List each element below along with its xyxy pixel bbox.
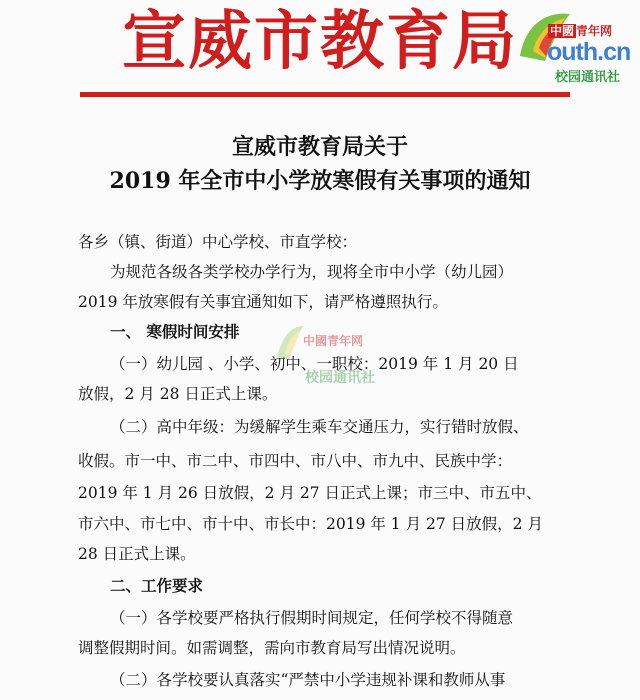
intro-line-1: 为规范各级各类学校办学行为，现将全市中小学（幼儿园） [110, 263, 514, 281]
watermark-subtitle: 校园通讯社 [305, 370, 375, 386]
notice-title-line2: 2019 年全市中小学放寒假有关事项的通知 [109, 168, 531, 194]
s2-item1-line2: 调整假期时间。如需调整，需向市教育局写出情况说明。 [78, 639, 466, 657]
logo-cn-label: 中國 青年网 [550, 24, 613, 38]
s1-item1-line1: （一）幼儿园 、小学、初中、一职校：2019 年 1 月 20 日 [110, 355, 519, 373]
logo-subtitle: 校园通讯社 [555, 70, 621, 85]
watermark-cn-label: 中國青年网 [303, 334, 364, 348]
section-1-heading: 一、 寒假时间安排 [110, 322, 240, 341]
logo-brand-text: outh.cn [547, 38, 631, 66]
s1-item2-line2: 收假。市一中、市二中、市四中、市八中、市九中、民族中学： [78, 452, 513, 470]
s1-item2-line3: 2019 年 1 月 26 日放假，2 月 27 日正式上课；市三中、市五中、 [78, 484, 542, 502]
s1-item2-line4: 市六中、市七中、市十中、市长中：2019 年 1 月 27 日放假，2 月 [78, 515, 543, 533]
salutation: 各乡（镇、街道）中心学校、市直学校： [78, 233, 358, 251]
section-2-heading: 二、工作要求 [110, 576, 204, 595]
s2-item2-line1: （二）各学校要认真落实“严禁中小学违规补课和教师从事 [110, 671, 506, 689]
letterhead-red-rule [80, 92, 570, 97]
youth-cn-logo [515, 6, 637, 88]
s1-item2-line5: 28 日正式上课。 [78, 545, 196, 563]
s2-item1-line1: （一）各学校要严格执行假期时间规定，任何学校不得随意 [110, 609, 514, 627]
s1-item2-line1: （二）高中年级：为缓解学生乘车交通压力，实行错时放假、 [110, 418, 529, 436]
intro-line-2: 2019 年放寒假有关事宜通知如下，请严格遵照执行。 [78, 293, 448, 311]
s1-item1-line2: 放假，2 月 28 日正式上课。 [78, 385, 278, 403]
letterhead-org-name: 宣威市教育局 [122, 4, 518, 79]
notice-title-line1: 宣威市教育局关于 [231, 134, 408, 160]
